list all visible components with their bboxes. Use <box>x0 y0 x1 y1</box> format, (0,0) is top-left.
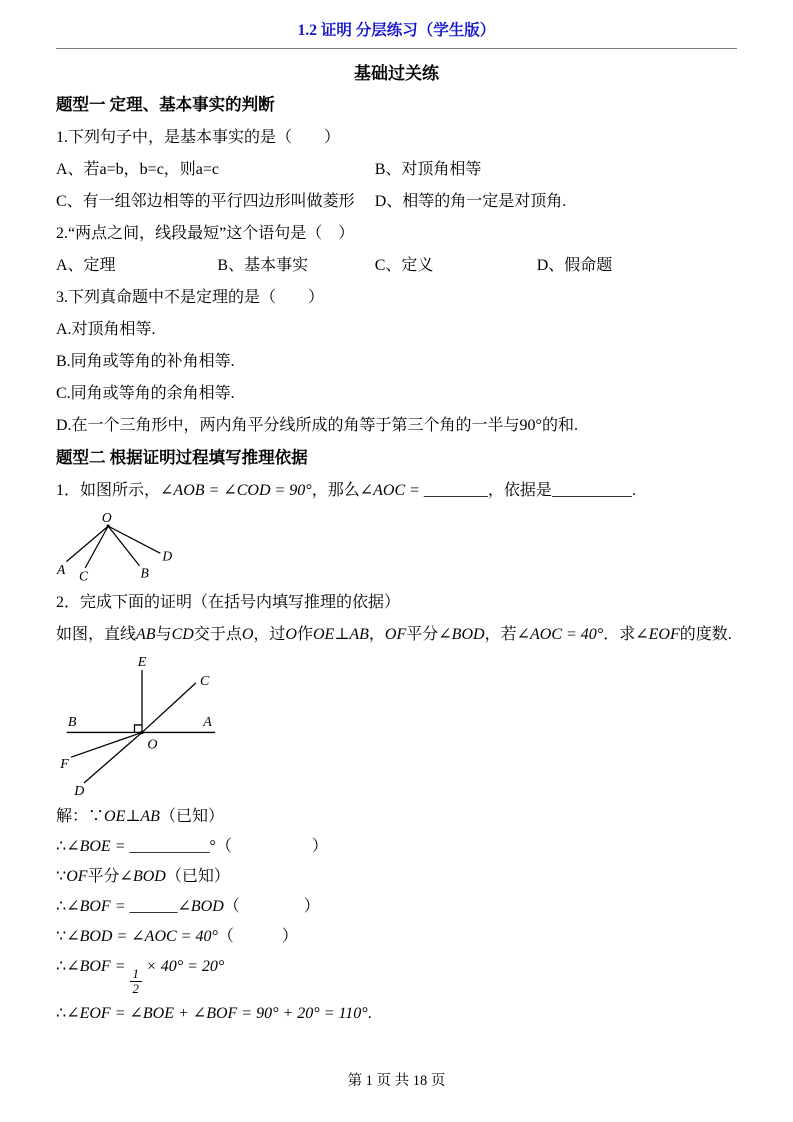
q2-option-c: C、定义 <box>374 257 434 274</box>
figure-angles-AOB-COD <box>56 511 737 583</box>
label-D: D <box>162 548 173 564</box>
topic2-q2-given: 如图，直线AB与CD交于点O，过O作OE⊥AB，OF平分∠BOD，若∠AOC = 40°．求∠EOF的度数. <box>56 626 732 643</box>
proof-line-2: ∴∠BOE = __________°（ ） <box>56 838 328 855</box>
label-D: D <box>74 783 85 797</box>
q1-option-a: A、若a=b，b=c，则a=c <box>56 161 220 178</box>
ray-OC <box>142 683 196 732</box>
q3-option-d: D.在一个三角形中，两内角平分线所成的角等于第三个角的一半与90°的和. <box>56 417 578 434</box>
label-F: F <box>60 756 69 772</box>
topic2-q1-stem: 1．如图所示，∠AOB = ∠COD = 90°，那么∠AOC = ________，依据是__________. <box>56 482 636 499</box>
q2-option-a: A、定理 <box>56 257 116 274</box>
ray-OC <box>85 526 108 568</box>
label-A: A <box>203 715 212 730</box>
proof-line-3: ∵OF平分∠BOD（已知） <box>56 868 230 885</box>
ray-OF <box>71 732 142 757</box>
ray-OA <box>66 526 108 561</box>
q2-options-row <box>56 254 737 278</box>
q2-option-b: B、基本事实 <box>217 257 309 274</box>
proof-line-1: 解：∵OE⊥AB（已知） <box>56 808 224 825</box>
proof-block <box>56 805 737 1026</box>
figure1-svg <box>56 511 176 583</box>
label-O: O <box>101 511 112 525</box>
figure2-svg <box>56 655 228 797</box>
q1-stem: 1.下列句子中，是基本事实的是（ ） <box>56 129 341 146</box>
label-B: B <box>140 565 149 581</box>
q3-option-c: C.同角或等角的余角相等. <box>56 385 235 402</box>
proof-line-4: ∴∠BOF = ______∠BOD（ ） <box>56 898 320 915</box>
topic2-q2-intro: 2．完成下面的证明（在括号内填写推理的依据） <box>56 594 401 611</box>
topic2-heading: 题型二 根据证明过程填写推理依据 <box>56 448 308 467</box>
ray-OB <box>108 526 139 566</box>
section-title: 基础过关练 <box>354 64 439 83</box>
q3-option-b: B.同角或等角的补角相等. <box>56 353 235 370</box>
q3-option-a: A.对顶角相等. <box>56 321 156 338</box>
label-E: E <box>137 655 147 670</box>
q1-option-d: D、相等的角一定是对顶角. <box>374 193 567 210</box>
ray-OD <box>108 526 160 553</box>
proof-line-6: ∴∠BOF = $\frac{1}{2}$ × 40° = 20° <box>56 958 225 997</box>
q1-options-row1 <box>56 158 737 182</box>
q1-options-row2 <box>56 190 737 214</box>
q3-stem: 3.下列真命题中不是定理的是（ ） <box>56 289 325 306</box>
label-B: B <box>67 715 77 730</box>
figure-lines-AB-CD-OE-OF <box>56 655 737 797</box>
label-A: A <box>57 562 66 578</box>
q1-option-b: B、对顶角相等 <box>374 161 482 178</box>
label-C: C <box>78 568 89 583</box>
page-footer: 第 1 页 共 18 页 <box>347 1073 446 1089</box>
page-title: 1.2 证明 分层练习（学生版） <box>297 22 496 39</box>
q2-stem: 2.“两点之间，线段最短”这个语句是（ ） <box>56 225 355 242</box>
title-divider <box>56 48 737 49</box>
q1-option-c: C、有一组邻边相等的平行四边形叫做菱形 <box>56 193 355 210</box>
topic1-heading: 题型一 定理、基本事实的判断 <box>56 95 275 114</box>
label-C: C <box>200 674 210 690</box>
proof-line-7: ∴∠EOF = ∠BOE + ∠BOF = 90° + 20° = 110°. <box>56 1005 372 1023</box>
q2-option-d: D、假命题 <box>536 257 613 274</box>
proof-line-5: ∵∠BOD = ∠AOC = 40°（ ） <box>56 928 298 945</box>
ray-OD <box>84 732 142 783</box>
point-O-dot <box>140 731 143 734</box>
label-O: O <box>147 737 158 753</box>
